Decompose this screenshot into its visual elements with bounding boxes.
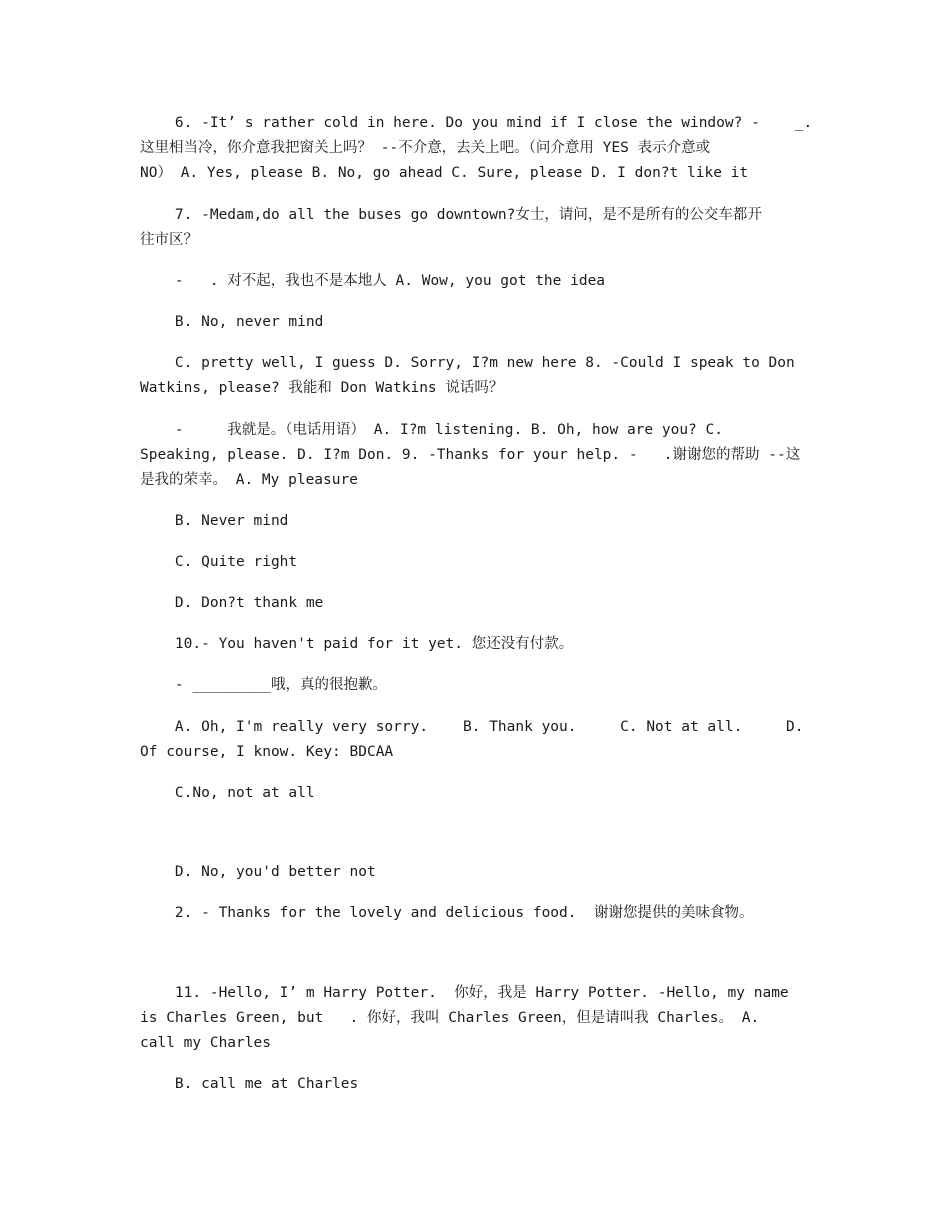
paragraph: [140, 781, 810, 806]
paragraph: [140, 351, 810, 401]
text-line: - _________哦，真的很抱歉。: [140, 677, 387, 693]
text-line: - . 对不起，我也不是本地人 A. Wow, you got the idea: [140, 273, 606, 289]
text-line: 10.- You haven't paid for it yet. 您还没有付款。: [140, 636, 574, 652]
text-line: Of course, I know. Key: BDCAA: [140, 744, 394, 760]
text-line: 这里相当冷，你介意我把窗关上吗？ --不介意，去关上吧。（问介意用 YES 表示介意或: [140, 140, 711, 156]
text-line: - 我就是。（电话用语） A. I?m listening. B. Oh, how are you? C.: [140, 422, 723, 438]
text-line: Watkins, please? 我能和 Don Watkins 说话吗？: [140, 380, 504, 396]
text-line: 6. -It’ s rather cold in here. Do you mind if I close the window? - _.: [140, 115, 813, 131]
paragraph: [140, 820, 810, 845]
text-line: [140, 941, 810, 966]
paragraph: [140, 203, 810, 253]
text-line: 2. - Thanks for the lovely and delicious food. 谢谢您提供的美味食物。: [140, 905, 754, 921]
paragraph: [140, 269, 810, 294]
paragraph: [140, 591, 810, 616]
text-line: D. Don?t thank me: [140, 595, 324, 611]
paragraph: [140, 310, 810, 335]
text-line: B. No, never mind: [140, 314, 324, 330]
text-line: is Charles Green, but . 你好，我叫 Charles Green，但是请叫我 Charles。 A.: [140, 1010, 760, 1026]
paragraph: [140, 715, 810, 765]
paragraph: [140, 981, 810, 1056]
paragraph: [140, 550, 810, 575]
text-line: Speaking, please. D. I?m Don. 9. -Thanks for your help. - .谢谢您的帮助 --这: [140, 447, 801, 463]
text-line: NO） A. Yes, please B. No, go ahead C. Sure, please D. I don?t like it: [140, 165, 749, 181]
text-line: D. No, you'd better not: [140, 864, 376, 880]
paragraph: [140, 509, 810, 534]
text-line: call my Charles: [140, 1035, 271, 1051]
paragraph: [140, 673, 810, 698]
text-line: 往市区？: [140, 232, 198, 248]
text-line: C. Quite right: [140, 554, 298, 570]
text-line: 7. -Medam,do all the buses go downtown?女士，请问，是不是所有的公交车都开: [140, 207, 762, 223]
text-line: B. call me at Charles: [140, 1076, 359, 1092]
paragraph: [140, 111, 813, 186]
paragraph: [140, 1072, 810, 1097]
text-line: B. Never mind: [140, 513, 289, 529]
paragraph: [140, 418, 810, 493]
text-line: 11. -Hello, I’ m Harry Potter. 你好，我是 Harry Potter. -Hello, my name: [140, 985, 789, 1001]
paragraph: [140, 632, 810, 657]
paragraph: [140, 860, 810, 885]
text-line: [140, 820, 810, 845]
text-line: A. Oh, I'm really very sorry. B. Thank you. C. Not at all. D.: [140, 719, 804, 735]
text-line: C. pretty well, I guess D. Sorry, I?m new here 8. -Could I speak to Don: [140, 355, 795, 371]
paragraph: [140, 901, 810, 926]
paragraph: [140, 941, 810, 966]
text-line: C.No, not at all: [140, 785, 315, 801]
text-line: 是我的荣幸。 A. My pleasure: [140, 472, 358, 488]
